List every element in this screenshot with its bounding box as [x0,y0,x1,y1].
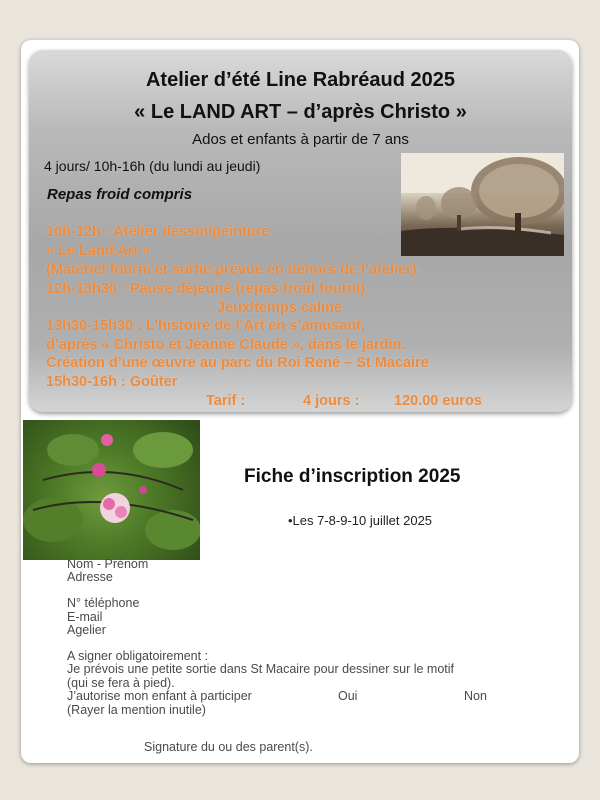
program-line-9: 15h30-16h : Goûter [46,374,178,390]
signature-line: Signature du ou des parent(s). [144,740,313,754]
title-line-2: « Le LAND ART – d’après Christo » [134,101,467,123]
outing-line-1: Je prévois une petite sortie dans St Macaire pour dessiner sur le motif [67,662,454,676]
tarif-price: 120.00 euros [394,393,482,409]
flower-photo [23,420,200,560]
program-line-4: 12h-13h30 : Pause déjeuné (repas froid fourni) [46,281,366,297]
outing-line-2: (qui se fera à pied). [67,676,175,690]
program-line-3: (Matériel fourni et sortie prévue en dehors de l’atelier) [46,262,417,278]
wrapped-trees-photo [401,153,564,256]
field-atelier: Agelier [67,623,106,637]
field-phone: N° téléphone [67,596,140,610]
tarif-label: Tarif : [206,393,246,409]
program-line-1: 10h-12h : Atelier dessin/peinture [46,224,270,240]
program-line-6: 13h30-15h30 : L’histoire de l’Art en s’amusant, [46,318,366,334]
program-line-8: Création d’une œuvre au parc du Roi René – St Macaire [46,355,429,371]
authorize-text: J’autorise mon enfant à participer [67,689,252,703]
strike-note: (Rayer la mention inutile) [67,703,206,717]
subtitle: Ados et enfants à partir de 7 ans [192,131,409,148]
option-no[interactable]: Non [464,689,487,703]
field-email: E-mail [67,610,103,624]
title-line-1: Atelier d’été Line Rabréaud 2025 [145,69,455,91]
program-line-7: d’après « Christo et Jeanne Claude », dans le jardin. [46,337,406,353]
option-yes[interactable]: Oui [338,689,358,703]
field-name: Nom - Prénom [67,557,149,571]
program-line-2: « Le Land Art » [46,243,151,259]
field-address: Adresse [67,570,113,584]
workshop-dates: •Les 7-8-9-10 juillet 2025 [288,513,433,528]
program-line-5: Jeux/temps calme [217,300,342,316]
sign-required: A signer obligatoirement : [67,649,209,663]
form-title: Fiche d’inscription 2025 [244,466,461,487]
meal-note: Repas froid compris [47,186,193,203]
days-schedule: 4 jours/ 10h-16h (du lundi au jeudi) [44,158,261,174]
tarif-duration: 4 jours : [303,393,360,409]
